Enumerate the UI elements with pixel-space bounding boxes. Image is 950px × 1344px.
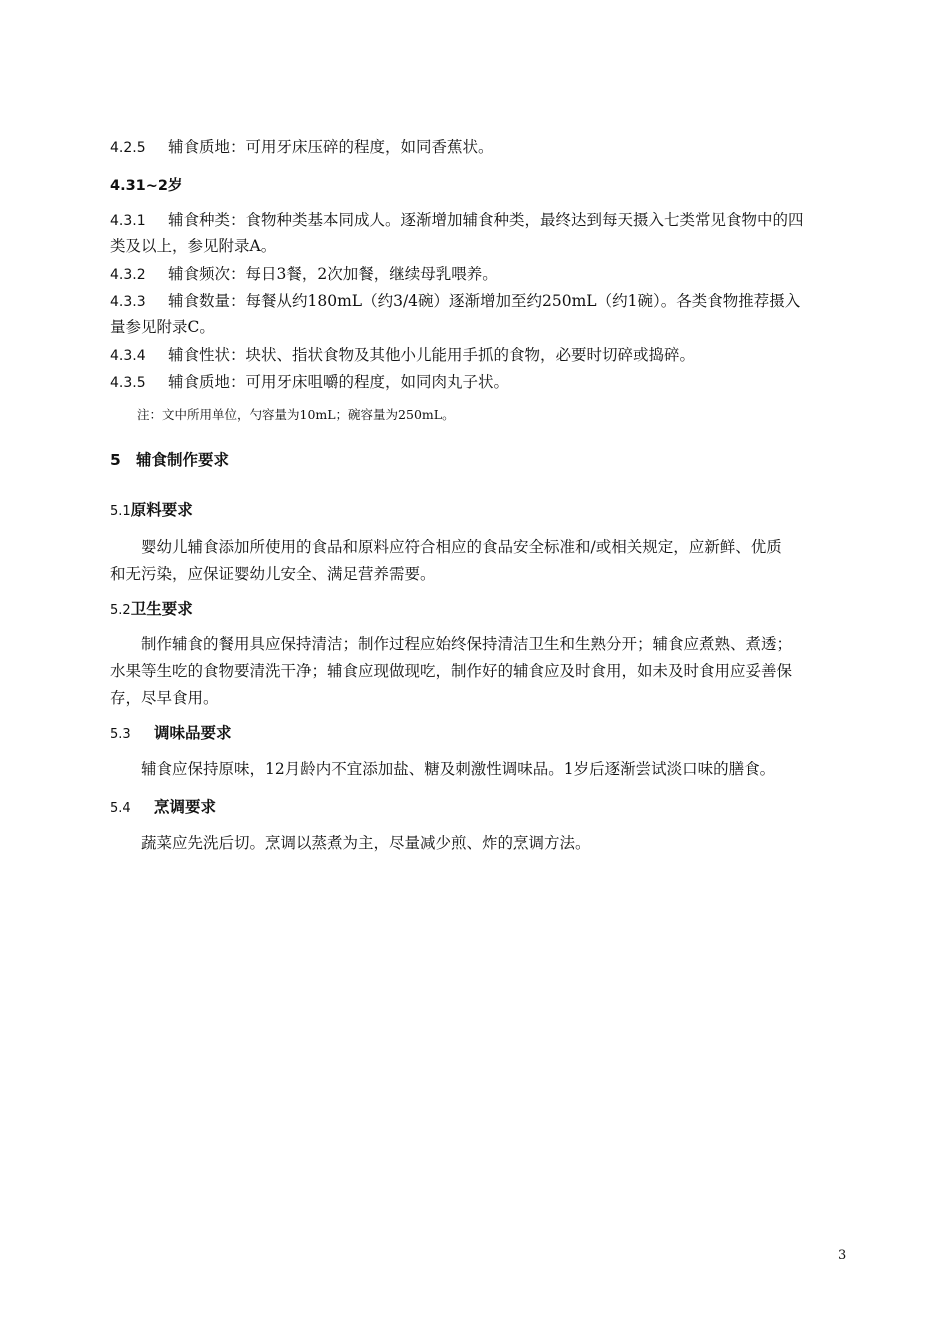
section-5-3-body [110,756,870,783]
paragraph-line: 婴幼儿辅食添加所使用的食品和原料应符合相应的食品安全标准和/或相关规定，应新鲜、优质 [141,538,782,556]
clause-number: 4.3.5 [110,375,146,391]
clause-4-3-3-cont: 量参见附录C。 [110,318,215,336]
section-title: 原料要求 [130,501,193,519]
clause-number: 4.3.2 [110,267,146,283]
clause-4-3-4 [110,342,870,369]
section-number: 5.2 [110,603,131,618]
section-5-3-heading [110,720,870,748]
paragraph-line: 水果等生吃的食物要清洗干净；辅食应现做现吃，制作好的辅食应及时食用，如未及时食用应妥善保 [110,662,793,680]
clause-number: 4.2.5 [110,140,146,156]
section-title: 卫生要求 [130,600,193,618]
paragraph-line: 制作辅食的餐用具应保持清洁；制作过程应始终保持清洁卫生和生熟分开；辅食应煮熟、煮透； [141,635,793,653]
clause-4-3-1-cont: 类及以上，参见附录A。 [110,237,277,255]
clause-text: 辅食频次：每日3餐，2次加餐，继续母乳喂养。 [168,265,498,283]
clause-text: 辅食性状：块状、指状食物及其他小儿能用手抓的食物，必要时切碎或捣碎。 [168,346,696,364]
clause-text: 辅食质地：可用牙床咀嚼的程度，如同肉丸子状。 [168,373,510,391]
section-5-1-heading [110,497,870,525]
section-5-1-body [110,534,870,588]
section-5-heading [110,447,870,473]
clause-4-3-1 [110,207,870,234]
section-title: 调味品要求 [154,724,232,742]
section-title: 烹调要求 [154,798,217,816]
clause-text: 辅食种类：食物种类基本同成人。逐渐增加辅食种类，最终达到每天摄入七类常见食物中的四 [168,211,804,229]
section-5-2-body [110,631,870,712]
section-5-4-heading [110,794,870,822]
clause-4-3-2 [110,261,870,288]
section-5-2-heading [110,596,870,624]
clause-4-3-3 [110,288,870,315]
clause-4-2-5 [110,134,870,161]
clause-number: 4.3.1 [110,213,146,229]
section-number: 5.4 [110,801,131,816]
clause-4-3-5 [110,369,870,396]
section-number: 5.3 [110,727,131,742]
clause-text: 辅食数量：每餐从约180mL（约3/4碗）逐渐增加至约250mL（约1碗）。各类食物推荐摄入 [168,292,801,310]
clause-number: 4.3.4 [110,348,146,364]
paragraph-line: 辅食应保持原味，12月龄内不宜添加盐、糖及刺激性调味品。1岁后逐渐尝试淡口味的膳食。 [141,760,776,778]
heading-4-3: 4.31~2岁 [110,178,183,194]
paragraph-line: 蔬菜应先洗后切。烹调以蒸煮为主，尽量减少煎、炸的烹调方法。 [141,834,591,852]
clause-text: 辅食质地：可用牙床压碎的程度，如同香蕉状。 [168,138,494,156]
section-5-4-body [110,830,870,857]
page-number: 3 [838,1248,847,1263]
note: 注：文中所用单位，勺容量为10mL；碗容量为250mL。 [137,407,455,422]
paragraph-line: 和无污染，应保证婴幼儿安全、满足营养需要。 [110,565,436,583]
section-number: 5.1 [110,504,131,519]
section-title: 辅食制作要求 [136,451,230,469]
section-number: 5 [110,451,121,469]
clause-number: 4.3.3 [110,294,146,310]
paragraph-line: 存，尽早食用。 [110,689,219,707]
